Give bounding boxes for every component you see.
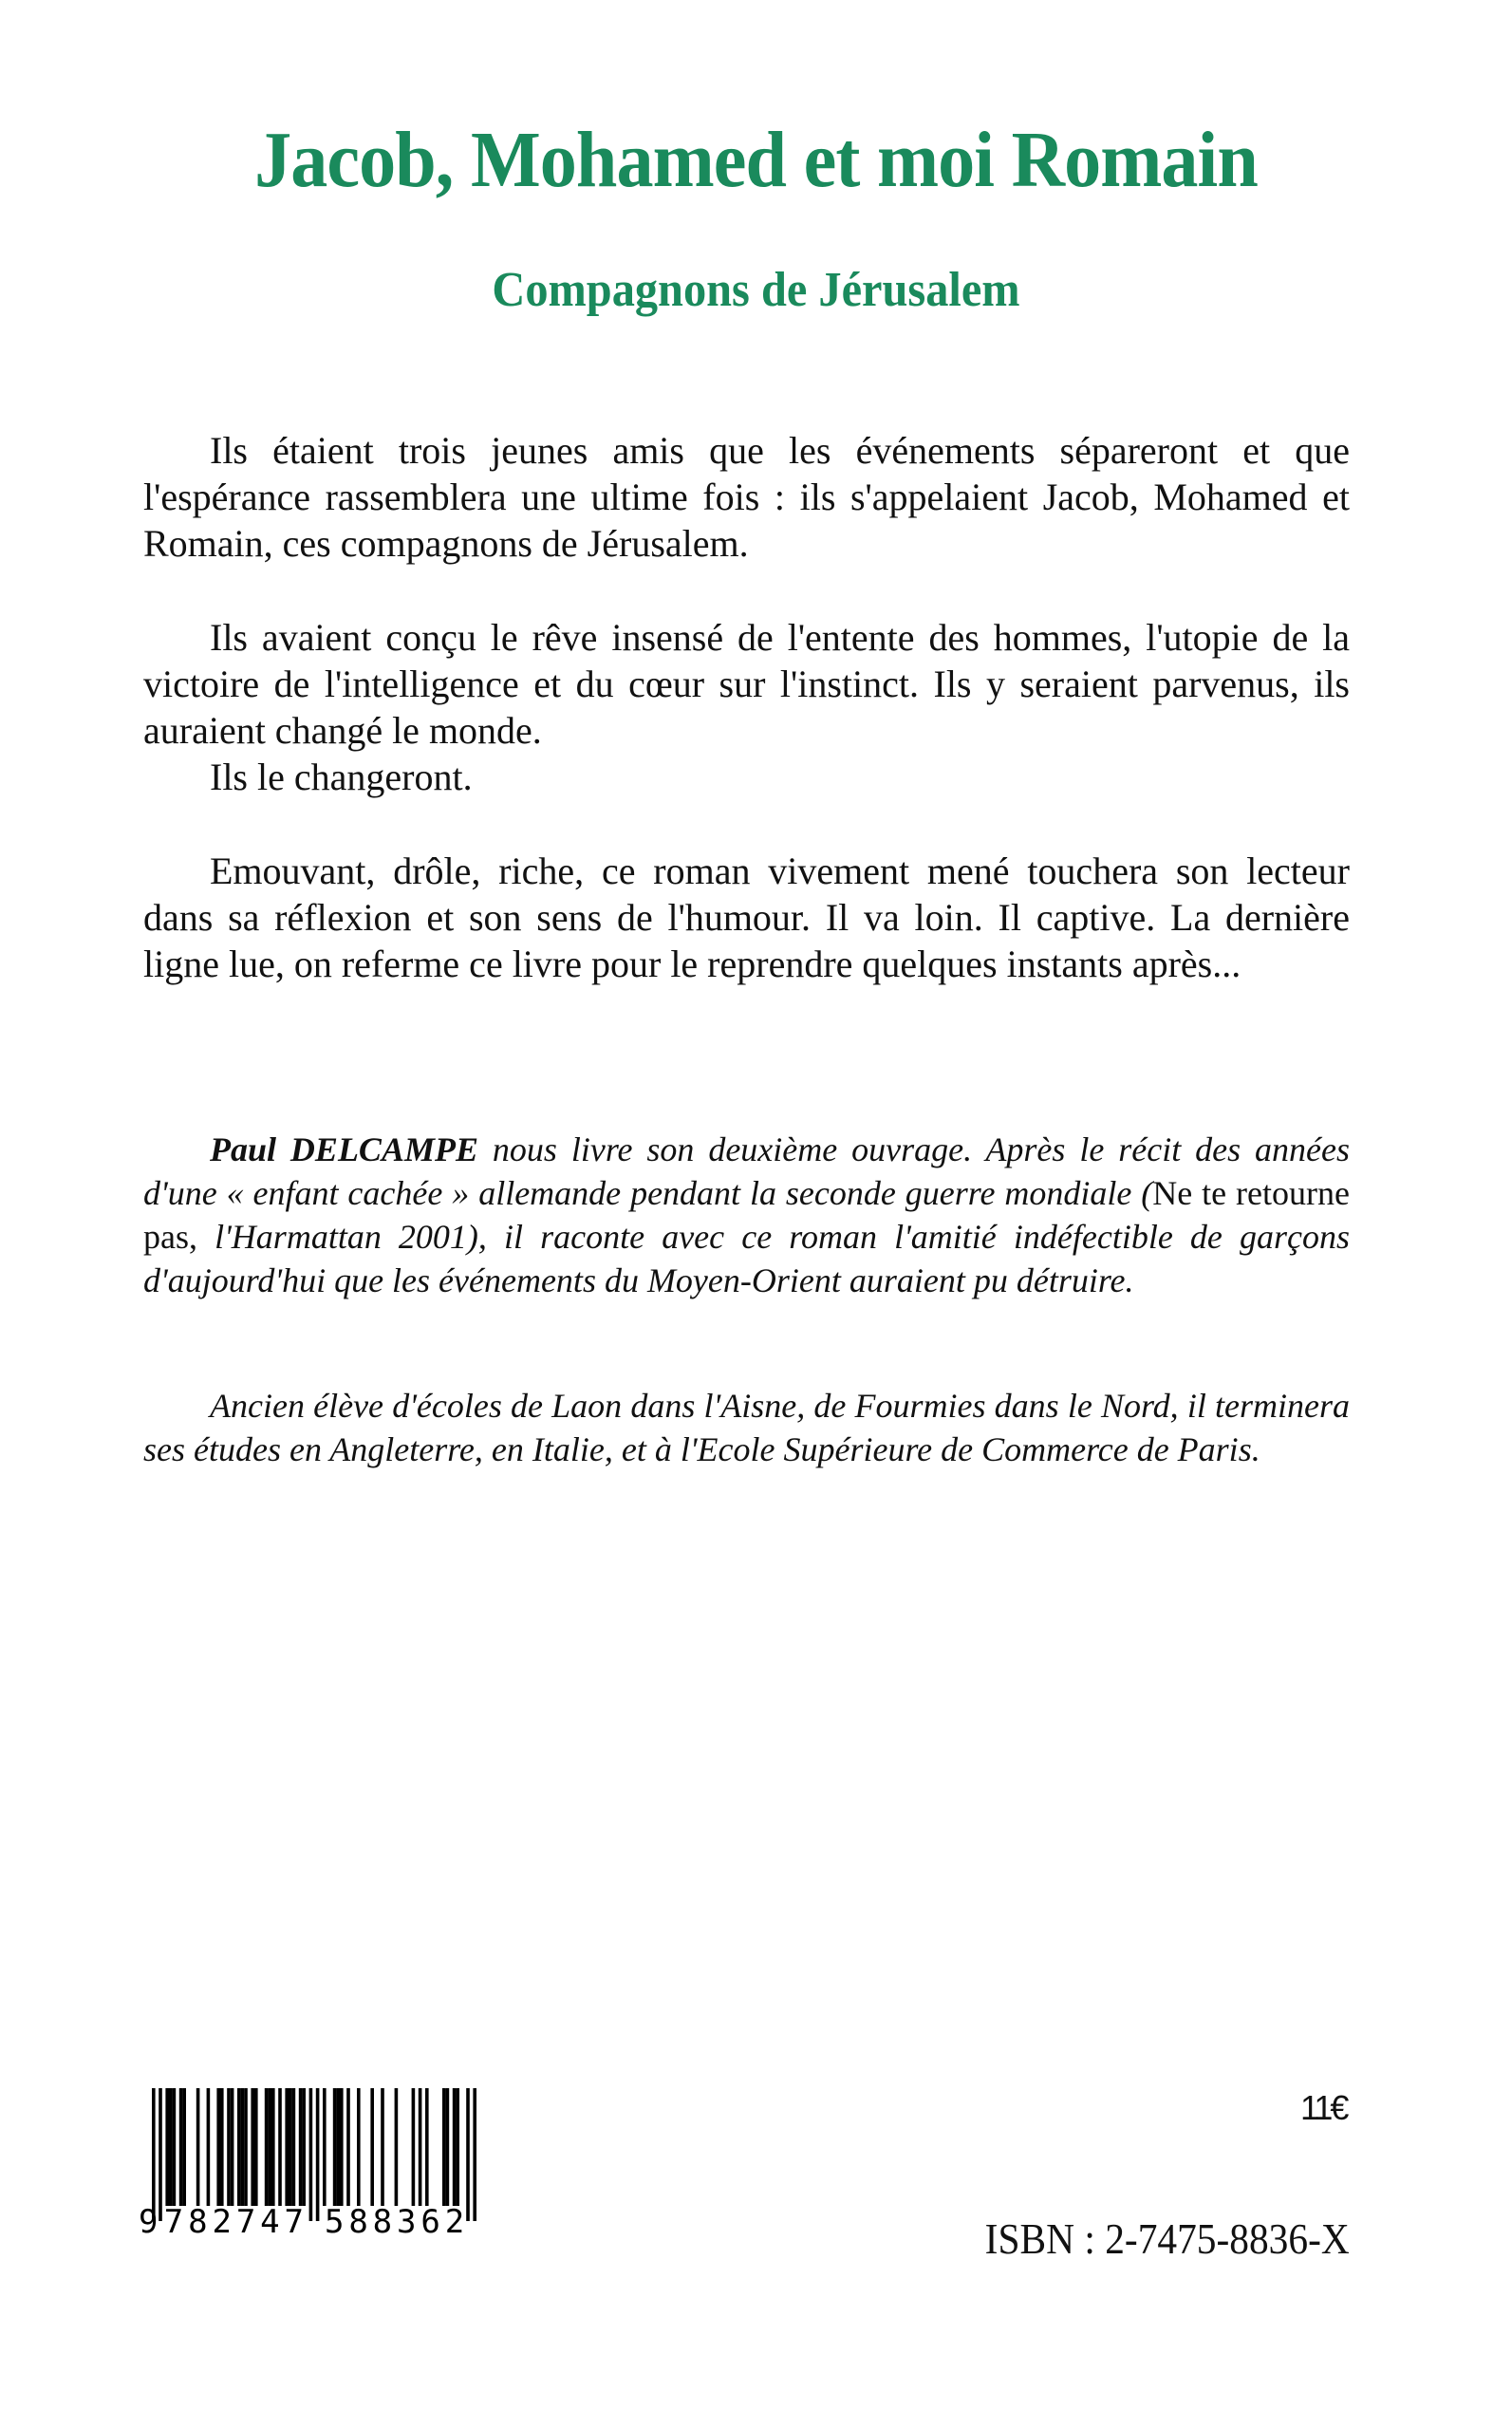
previous-book-title: Ne te retourne pas, — [143, 1174, 1350, 1256]
author-bio-text: l'Harmattan 2001), il raconte avec ce roman l'amitié indéfectible de garçons d'aujourd'hui que les événements du Moyen-Orient auraient pu détruire. — [143, 1218, 1350, 1299]
barcode-bar — [446, 2088, 450, 2206]
author-name: Paul DELCAMPE — [210, 1130, 478, 1168]
barcode-bar — [159, 2088, 162, 2221]
barcode-bar — [179, 2088, 183, 2206]
barcode-bar — [244, 2088, 248, 2206]
barcode-bar — [289, 2088, 292, 2206]
price: 11€ — [1300, 2088, 1347, 2127]
barcode-bar — [453, 2088, 457, 2206]
blurb-paragraph-3 — [143, 848, 1350, 987]
barcode-digits: 9 — [139, 2203, 159, 2240]
barcode-bar — [152, 2088, 156, 2221]
barcode-bar — [381, 2088, 384, 2206]
barcode — [139, 2088, 490, 2240]
barcode-bar — [357, 2088, 361, 2206]
barcode-bar — [340, 2088, 344, 2206]
barcode-bar — [196, 2088, 200, 2206]
barcode-bar — [336, 2088, 340, 2206]
author-bio — [143, 1128, 1350, 1302]
barcode-bar — [207, 2088, 211, 2206]
barcode-bar — [268, 2088, 271, 2206]
barcode-bar — [173, 2088, 177, 2206]
barcode-bar — [285, 2088, 289, 2206]
barcode-bar — [442, 2088, 446, 2206]
barcode-bar — [425, 2088, 429, 2206]
paragraph-text: Ils étaient trois jeunes amis que les événements sépareront et que l'espérance rassemblera une ultime fois : ils s'appelaient Jacob, Mohamed et Romain, ces compagnons de Jérusalem. — [143, 429, 1350, 565]
barcode-bar — [466, 2088, 470, 2221]
barcode-bar — [271, 2088, 275, 2206]
barcode-bar — [254, 2088, 258, 2206]
barcode-bar — [278, 2088, 282, 2206]
barcode-bar — [395, 2088, 399, 2206]
author-background — [143, 1384, 1350, 1471]
barcode-bar — [473, 2088, 476, 2221]
author-background-text: Ancien élève d'écoles de Laon dans l'Aisne, de Fourmies dans le Nord, il terminera ses études en Angleterre, en Italie, et à l'Ecole Supérieure de Commerce de Paris. — [143, 1387, 1350, 1468]
barcode-bar — [241, 2088, 245, 2206]
barcode-digits: 782747 — [163, 2203, 304, 2240]
barcode-bar — [456, 2088, 459, 2206]
barcode-bar — [231, 2088, 234, 2206]
barcode-bar — [220, 2088, 224, 2206]
paragraph-text: Emouvant, drôle, riche, ce roman vivement mené touchera son lecteur dans sa réflexion et son sens de l'humour. Il va loin. Il captive. La dernière ligne lue, on referme ce livre pour le reprendre quelques instants après... — [143, 850, 1350, 985]
barcode-bar — [412, 2088, 416, 2206]
barcode-bar — [316, 2088, 320, 2221]
barcode-bar — [419, 2088, 422, 2206]
barcode-bar — [165, 2088, 169, 2206]
barcode-bar — [237, 2088, 241, 2206]
barcode-bar — [227, 2088, 231, 2206]
barcode-bar — [216, 2088, 220, 2206]
paragraph-text: Ils le changeront. — [210, 756, 473, 798]
barcode-bar — [333, 2088, 337, 2206]
barcode-bar — [323, 2088, 327, 2206]
barcode-bar — [251, 2088, 254, 2206]
barcode-bar — [265, 2088, 269, 2206]
isbn: ISBN : 2-7475-8836-X — [984, 2214, 1350, 2263]
barcode-bar — [346, 2088, 350, 2206]
barcode-bar — [370, 2088, 374, 2206]
barcode-bar — [299, 2088, 303, 2206]
book-title: Jacob, Mohamed et moi Romain — [254, 116, 1258, 204]
barcode-bar — [309, 2088, 313, 2221]
book-subtitle: Compagnons de Jérusalem — [492, 263, 1020, 317]
paragraph-text: Ils avaient conçu le rêve insensé de l'entente des hommes, l'utopie de la victoire de l'intelligence et du cœur sur l'instinct. Ils y seraient parvenus, ils auraient changé le monde. — [143, 616, 1350, 752]
author-bio-text: nous livre son deuxième ouvrage. Après le récit des années d'une « enfant cachée » allemande pendant la seconde guerre mondiale ( — [143, 1130, 1350, 1212]
barcode-bar — [302, 2088, 306, 2206]
blurb-paragraph-2 — [143, 614, 1350, 800]
barcode-bar — [182, 2088, 186, 2206]
barcode-bar — [169, 2088, 173, 2206]
blurb-paragraph-1 — [143, 427, 1350, 567]
barcode-digits: 588362 — [325, 2203, 465, 2240]
barcode-bar — [292, 2088, 296, 2206]
